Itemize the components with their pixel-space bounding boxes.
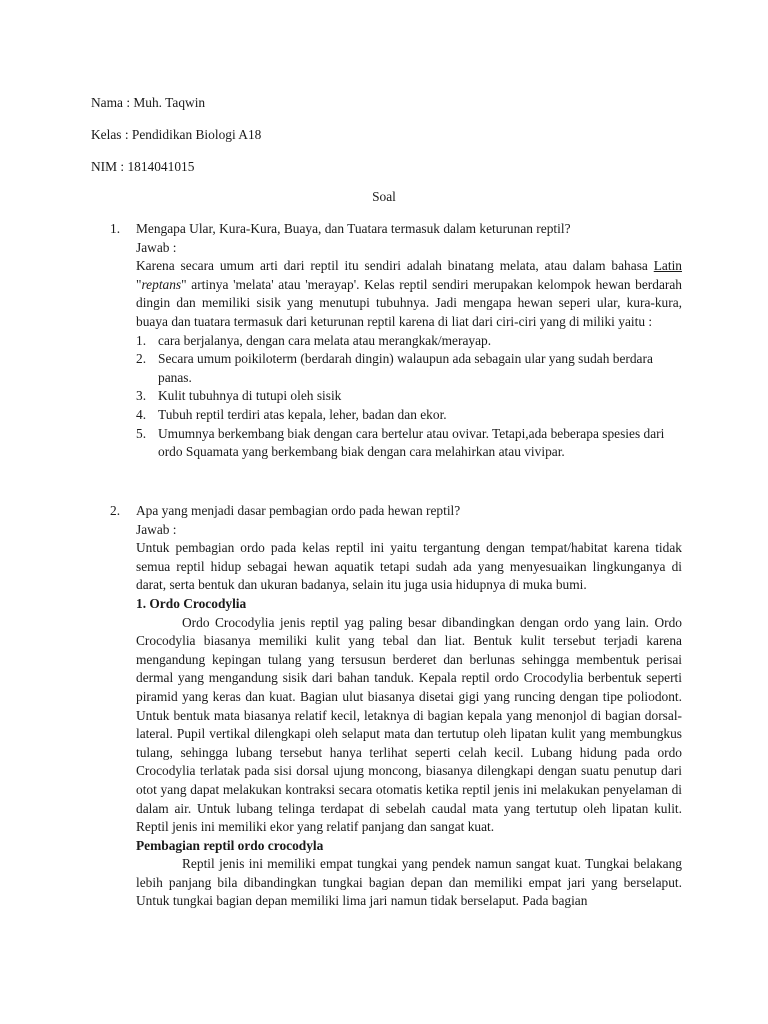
list-item xyxy=(136,350,682,387)
list-item-number: 5. xyxy=(136,425,147,441)
list-item-number: 2. xyxy=(136,351,147,367)
question-1-jawab: Jawab : xyxy=(136,239,177,255)
answer-text: " xyxy=(136,276,142,292)
question-2 xyxy=(110,502,682,911)
answer-text: Karena secara umum arti dari reptil itu sendiri adalah binatang melata, atau dalam bahasa xyxy=(136,258,654,274)
question-1-number: 1. xyxy=(110,221,121,236)
question-1 xyxy=(110,220,682,462)
question-2-jawab: Jawab : xyxy=(136,521,177,537)
list-item xyxy=(136,425,682,462)
question-2-number: 2. xyxy=(110,503,121,518)
list-item-text: cara berjalanya, dengan cara melata atau merangkak/merayap. xyxy=(158,332,492,348)
header-kelas: Kelas : Pendidikan Biologi A18 xyxy=(91,127,262,142)
header-nama: Nama : Muh. Taqwin xyxy=(91,95,206,110)
list-item-text: Tubuh reptil terdiri atas kepala, leher, badan dan ekor. xyxy=(158,406,447,422)
list-item-text: Umumnya berkembang biak dengan cara bertelur atau ovivar. Tetapi,ada beberapa spesies dari ordo Squamata yang berkembang biak dengan cara melahirkan atau vivipar. xyxy=(158,425,665,460)
section-heading-crocodylia: 1. Ordo Crocodylia xyxy=(136,595,247,611)
latin-link[interactable]: Latin xyxy=(653,258,682,274)
question-1-answer xyxy=(136,257,682,331)
list-item xyxy=(136,387,682,406)
pembagian-paragraph: Reptil jenis ini memiliki empat tungkai yang pendek namun sangat kuat. Tungkai belakang lebih panjang bila dibandingkan tungkai bagian depan dan memiliki empat jari yang berselaput. Untuk tungkai bagian depan memiliki lima jari namun tidak berselaput. Pada bagian xyxy=(136,856,682,909)
list-item-number: 4. xyxy=(136,406,147,422)
list-item-text: Secara umum poikiloterm (berdarah dingin) walaupun ada sebagain ular yang sudah berdara panas. xyxy=(158,351,653,385)
question-2-text: Apa yang menjadi dasar pembagian ordo pada hewan reptil? xyxy=(136,503,461,518)
characteristics-list xyxy=(136,332,682,462)
question-1-text: Mengapa Ular, Kura-Kura, Buaya, dan Tuatara termasuk dalam keturunan reptil? xyxy=(136,221,571,236)
list-item xyxy=(136,332,682,351)
answer-text: " artinya 'melata' atau 'merayap'. Kelas reptil sendiri merupakan kelompok hewan berdarah dingin dan memiliki sisik yang menutupi tubuhnya. Jadi mengapa hewan seperi ular, kura-kura, buaya dan tuatara termasuk dari keturunan reptil karena di liat dari ciri-ciri yang di miliki yaitu : xyxy=(136,276,682,329)
list-item xyxy=(136,406,682,425)
crocodylia-paragraph: Ordo Crocodylia jenis reptil yag paling besar dibandingkan dengan ordo yang lain. Ordo Crocodylia biasanya memiliki kulit yang tebal dan liat. Bentuk kulit tersebut terjadi karena mengandung kepingan tulang yang tersusun berderet dan berlunas sehingga membentuk perisai dermal yang mengandung sisik dari bahan tanduk. Kepala reptil ordo Crocodylia berbentuk seperti piramid yang keras dan kuat. Bagian ulut biasanya disetai gigi yang runcing dengan tipe poliodont. Untuk bentuk mata biasanya relatif kecil, letaknya di bagian kepala yang menonjol di bagian dorsal-lateral. Pupil vertikal dilengkapi oleh selaput mata dan tertutup oleh lipatan kulit yang membungkus tulang, sehingga lubang tersebut hanya terlihat seperti celah kecil. Lubang hidung pada ordo Crocodylia terlatak pada sisi dorsal ujung moncong, biasanya dilengkapi dengan suatu penutup dari otot yang dapat melakukan kontraksi secara otomatis ketika reptil jenis ini melakukan penyelaman di dalam air. Untuk lubang telinga terdapat di sebelah caudal mata yang tertutup oleh lipatan kulit. Reptil jenis ini memiliki ekor yang relatif panjang dan sangat kuat. xyxy=(136,614,682,835)
list-item-text: Kulit tubuhnya di tutupi oleh sisik xyxy=(158,388,342,404)
answer-italic: reptans xyxy=(141,276,182,292)
list-item-number: 1. xyxy=(136,332,147,348)
list-item-number: 3. xyxy=(136,388,147,404)
section-heading-pembagian: Pembagian reptil ordo crocodyla xyxy=(136,837,324,853)
header-nim: NIM : 1814041015 xyxy=(91,159,195,174)
page-title: Soal xyxy=(372,189,396,204)
question-2-answer: Untuk pembagian ordo pada kelas reptil ini yaitu tergantung dengan tempat/habitat karena tidak semua reptil hidup sebagai hewan aquatik tetapi sudah ada yang menyesuaikan lingkunganya di darat, serta bentuk dan ukuran badanya, selain itu juga usia hidupnya di muka bumi. xyxy=(136,540,682,593)
